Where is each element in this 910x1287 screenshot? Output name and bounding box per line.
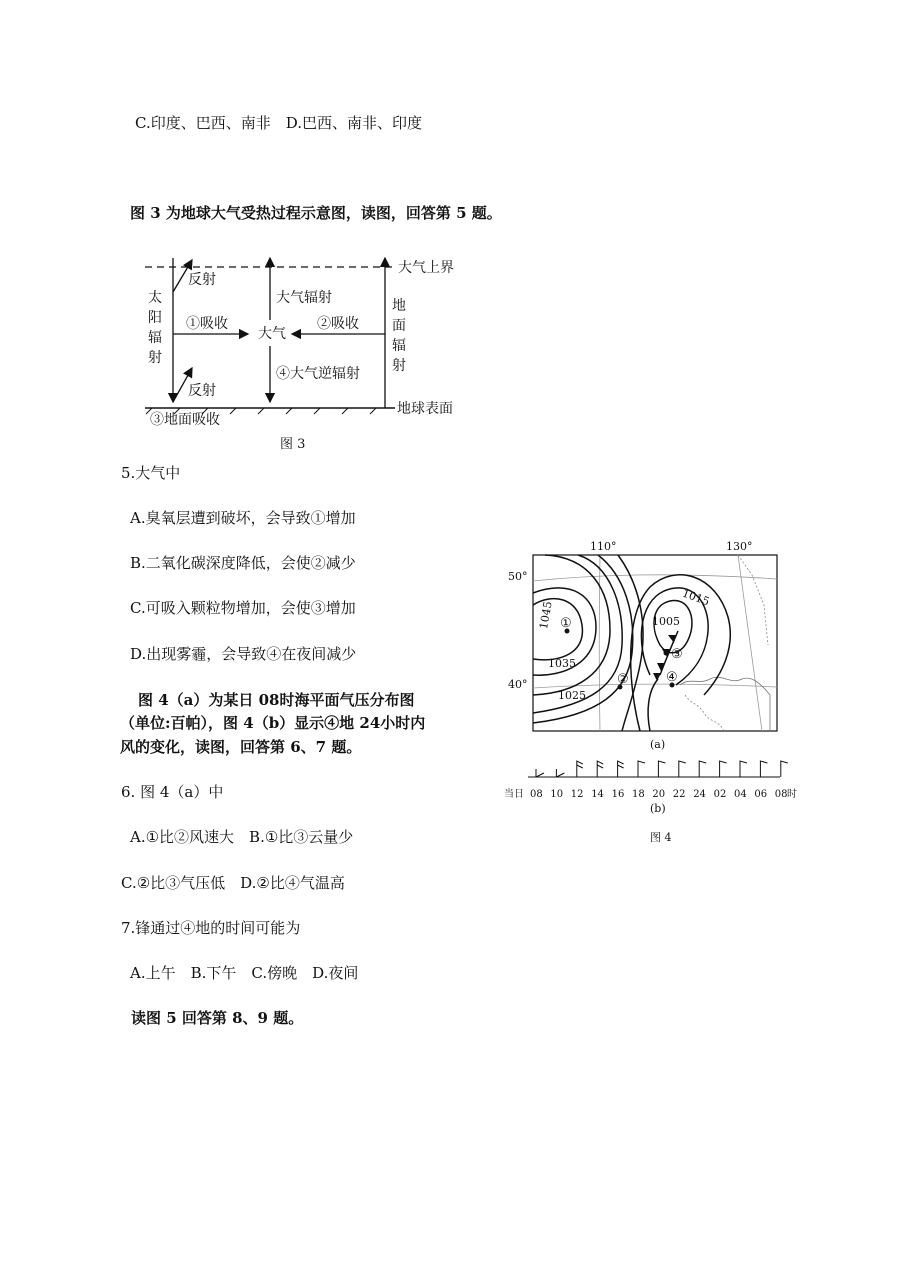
- fig4-intro-line2: （单位:百帕），图 4（b）显示④地 24小时内: [120, 714, 426, 732]
- top-boundary-label: 大气上界: [398, 260, 454, 276]
- wind-barb: [536, 769, 544, 777]
- meridian-130: [738, 555, 762, 731]
- fig3-caption: 图 3: [280, 437, 306, 452]
- solar-char-3: 辐: [148, 330, 162, 346]
- fig3-intro: 图 3 为地球大气受热过程示意图，读图，回答第 5 题。: [130, 204, 502, 222]
- point-3-label: ③: [671, 647, 683, 662]
- border-line: [685, 695, 724, 731]
- wind-barb: [679, 761, 686, 777]
- q6-stem: 6. 图 4（a）中: [121, 783, 224, 801]
- wind-barb-chart: [504, 761, 797, 800]
- border-line-east: [738, 555, 768, 645]
- point-4-label: ④: [666, 670, 678, 685]
- hour-tick-label: 16: [611, 789, 625, 800]
- lat-50-label: 50°: [508, 570, 528, 583]
- solar-char-2: 阳: [148, 310, 162, 326]
- wind-barb: [699, 761, 706, 777]
- q5-option-b: B.二氧化碳深度降低，会使②减少: [130, 554, 356, 572]
- hour-tick-label: 08: [774, 789, 788, 800]
- front-isobar: [648, 679, 658, 731]
- iso-1005-label: 1005: [652, 615, 680, 628]
- solar-char-1: 太: [148, 290, 162, 306]
- parallel-50: [533, 575, 777, 581]
- hour-tick-label: 06: [754, 789, 768, 800]
- iso-1025-label: 1025: [558, 689, 586, 702]
- hour-tick-label: 08: [530, 789, 543, 800]
- hour-tick-label: 02: [713, 789, 727, 800]
- wind-barb: [556, 769, 564, 777]
- q7-options: A.上午 B.下午 C.傍晚 D.夜间: [130, 964, 359, 982]
- q6-options-ab: A.①比②风速大 B.①比③云量少: [130, 828, 354, 846]
- ground-char-4: 射: [392, 358, 406, 374]
- wind-barb: [618, 761, 624, 777]
- point-3-dot: [664, 651, 669, 656]
- q6-options-cd: C.②比③气压低 D.②比④气温高: [121, 874, 345, 892]
- hour-tick-label: 18: [632, 789, 645, 800]
- wind-barb: [577, 761, 583, 777]
- q7-stem: 7.锋通过④地的时间可能为: [121, 919, 301, 937]
- fig5-intro: 读图 5 回答第 8、9 题。: [131, 1009, 304, 1027]
- iso-1015-label: 1015: [680, 586, 712, 609]
- day-label: 当日: [504, 789, 524, 800]
- sub-caption-b: (b): [650, 802, 666, 815]
- wind-barb: [638, 761, 645, 777]
- hour-tick-label: 10: [550, 789, 564, 800]
- q4-options-cd: C.印度、巴西、南非 D.巴西、南非、印度: [135, 114, 422, 132]
- absorb1-label: ①吸收: [186, 316, 228, 332]
- point-1-label: ①: [560, 616, 572, 631]
- wind-barb: [720, 761, 727, 777]
- wind-tick-labels: [530, 789, 788, 800]
- iso-1035-label: 1035: [548, 657, 576, 670]
- fig4-intro-line1: 图 4（a）为某日 08时海平面气压分布图: [138, 691, 415, 709]
- q5-option-c: C.可吸入颗粒物增加，会使③增加: [130, 599, 356, 617]
- sub-caption-a: (a): [650, 738, 666, 751]
- reflect-top-label: 反射: [188, 272, 216, 288]
- absorb2-label: ②吸收: [317, 316, 359, 332]
- surface-label: 地球表面: [397, 401, 453, 417]
- solar-char-4: 射: [148, 350, 162, 366]
- q5-stem: 5.大气中: [121, 464, 181, 482]
- lat-40-label: 40°: [508, 678, 528, 691]
- fig4-caption: 图 4: [650, 831, 672, 844]
- fig4-intro-line3: 风的变化，读图，回答第 6、7 题。: [120, 738, 362, 756]
- atmosphere-label: 大气: [258, 326, 286, 342]
- wind-barbs: [536, 761, 788, 777]
- wind-barb: [597, 761, 603, 777]
- front-triangle-4: [653, 673, 661, 681]
- hour-tick-label: 14: [591, 789, 604, 800]
- front-triangle-1: [668, 635, 676, 643]
- wind-barb: [740, 761, 747, 777]
- counter-radiation-label: ④大气逆辐射: [276, 366, 360, 382]
- point-2-label: ②: [617, 672, 629, 687]
- hour-tick-label: 24: [693, 789, 706, 800]
- reflect-bottom-label: 反射: [188, 383, 216, 399]
- ground-char-1: 地: [392, 298, 406, 314]
- q5-option-d: D.出现雾霾，会导致④在夜间减少: [130, 645, 357, 663]
- hour-tick-label: 04: [734, 789, 747, 800]
- hour-tick-label: 22: [672, 789, 686, 800]
- hour-tick-label: 12: [570, 789, 584, 800]
- hour-tick-label: 20: [652, 789, 666, 800]
- ground-absorb-label: ③地面吸收: [150, 412, 220, 428]
- wind-barb: [760, 761, 767, 777]
- ground-char-2: 面: [392, 318, 406, 334]
- atmos-radiation-label: 大气辐射: [276, 290, 332, 306]
- iso-1045-label: 1045: [537, 600, 555, 631]
- lon-130-label: 130°: [726, 540, 753, 553]
- atmosphere-heating-diagram: [140, 250, 480, 460]
- q5-option-a: A.臭氧层遭到破坏，会导致①增加: [130, 509, 356, 527]
- wind-barb: [781, 761, 788, 777]
- lon-110-label: 110°: [590, 540, 617, 553]
- pressure-map-figure: [500, 535, 800, 855]
- wind-barb: [658, 761, 665, 777]
- ground-char-3: 辐: [392, 338, 406, 354]
- hour-unit-label: 时: [787, 789, 797, 800]
